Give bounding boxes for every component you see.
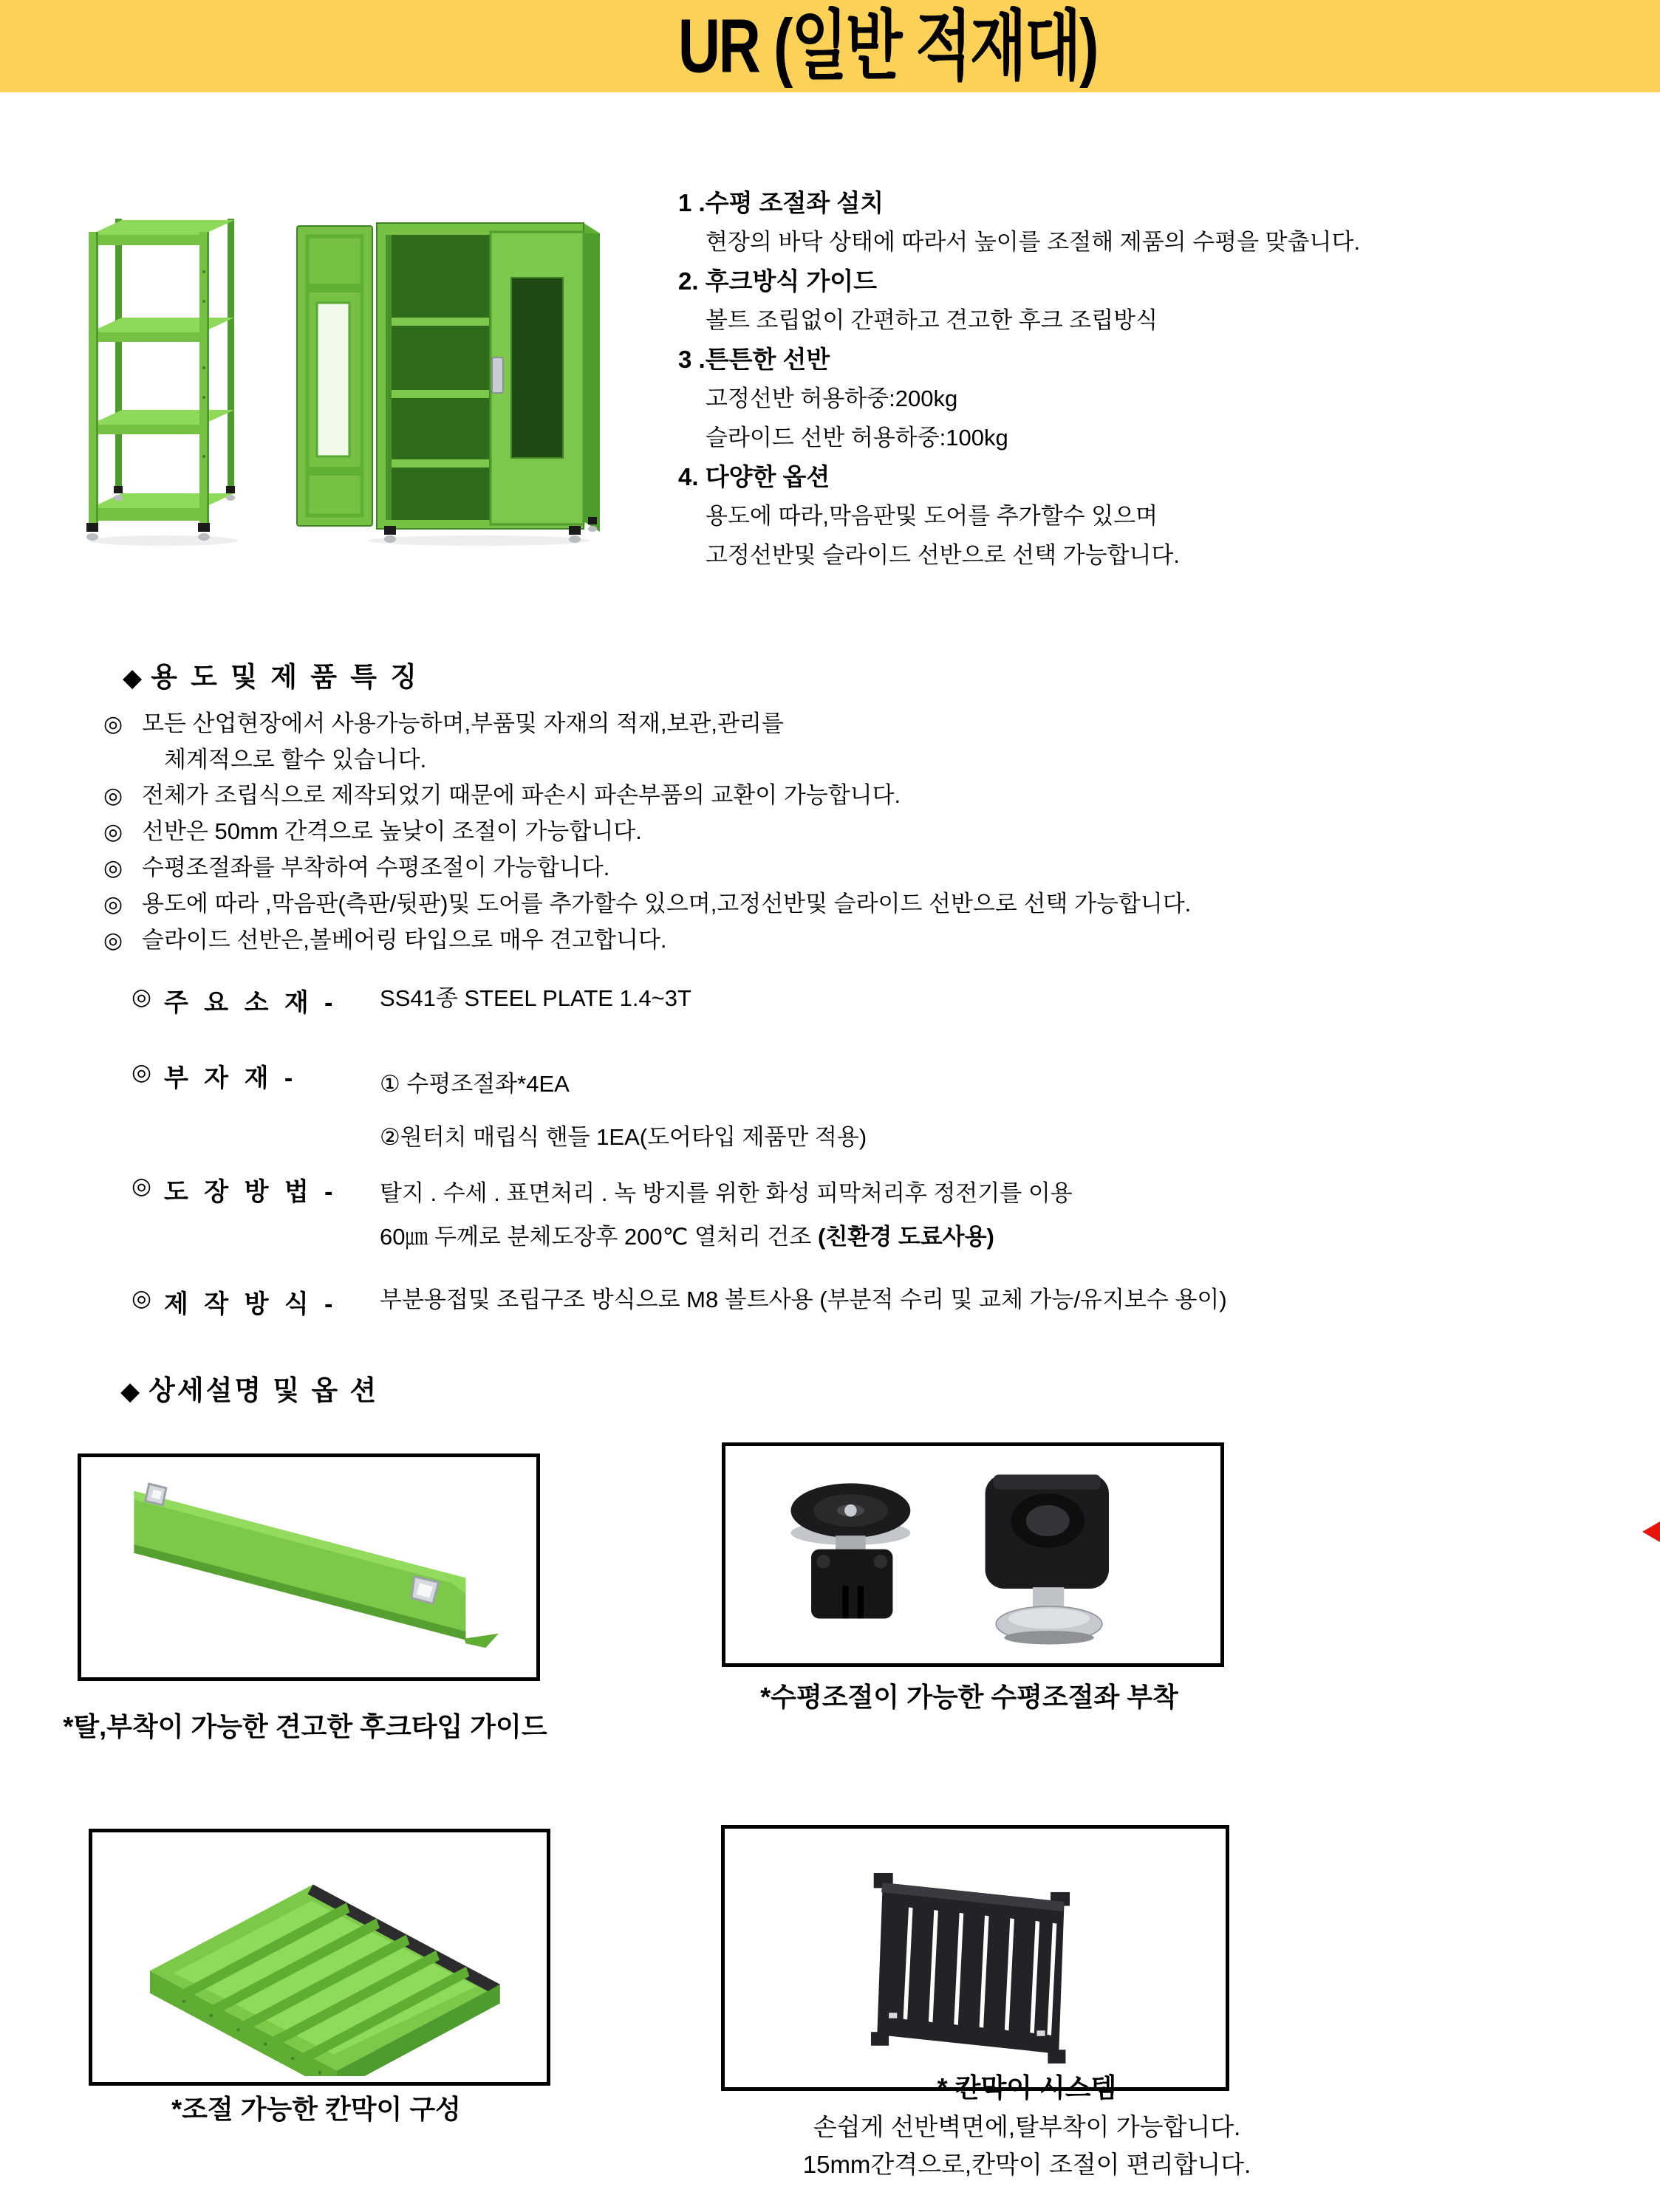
intro-item-4-heading: 4. 다양한 옵션 <box>678 463 830 490</box>
bullet-icon: ◎ <box>131 1059 152 1085</box>
diamond-icon: ◆ <box>120 1377 149 1405</box>
spec-label: 제 작 방 식 - <box>164 1290 338 1318</box>
divider-tray-image <box>102 1838 538 2076</box>
spec-value: ②원터치 매립식 핸들 1EA(도어타입 제품만 적용) <box>380 1124 867 1150</box>
detail-card-hook-guide <box>78 1453 540 1681</box>
detail-card-partition <box>721 1825 1229 2091</box>
feature-item: ◎ 선반은 50mm 간격으로 높낮이 조절이 가능합니다. <box>103 814 1581 850</box>
bullet-icon: ◎ <box>103 856 123 880</box>
bullet-icon: ◎ <box>103 892 123 917</box>
intro-item-4-text: 용도에 따라,막음판및 도어를 추가할수 있으며 <box>706 503 1158 529</box>
page-title: UR (일반 적재대) <box>677 2 1098 89</box>
caption-partition-line: 15mm간격으로,칸막이 조절이 편리합니다. <box>802 2151 1251 2178</box>
bullet-icon: ◎ <box>103 784 123 808</box>
feature-item-cont: 체계적으로 할수 있습니다. <box>164 747 427 773</box>
features-section <box>103 654 1581 959</box>
detail-card-divider-tray <box>89 1829 550 2086</box>
intro-item-2-heading: 2. 후크방식 가이드 <box>678 267 878 295</box>
feature-item: ◎ 슬라이드 선반은,볼베어링 타입으로 매우 견고합니다. <box>103 922 1581 959</box>
bullet-icon: ◎ <box>103 712 123 736</box>
hook-guide-image <box>91 1464 527 1671</box>
partition-panel-image <box>735 1835 1215 2081</box>
spec-value: 부분용접및 조립구조 방식으로 M8 볼트사용 (부분적 수리 및 교체 가능/유지보수 용이) <box>380 1287 1227 1312</box>
title-banner <box>0 0 1660 92</box>
bullet-icon: ◎ <box>103 820 123 844</box>
spec-accessories <box>131 1058 867 1164</box>
caption-leveling-foot: *수평조절이 가능한 수평조절좌 부착 <box>760 1682 1178 1712</box>
diamond-icon: ◆ <box>123 664 151 692</box>
intro-item-3-text2: 슬라이드 선반 허용하중:100kg <box>706 425 1008 451</box>
bullet-icon: ◎ <box>103 928 123 953</box>
spec-value: 탈지 . 수세 . 표면처리 . 녹 방지를 위한 화성 피막처리후 정전기를 이용 <box>380 1180 1073 1206</box>
spec-label: 부 자 재 - <box>164 1064 298 1092</box>
caption-partition-line: 손쉽게 선반벽면에,탈부착이 가능합니다. <box>813 2113 1241 2140</box>
spec-value: 60㎛ 두께로 분체도장후 200℃ 열처리 건조 (친환경 도료사용) <box>380 1224 994 1250</box>
bullet-icon: ◎ <box>131 1285 152 1311</box>
caption-partition-title: * 칸막이 시스템 <box>937 2072 1117 2103</box>
intro-item-2-text: 볼트 조립없이 간편하고 견고한 후크 조립방식 <box>706 307 1158 333</box>
intro-item-3-heading: 3 .튼튼한 선반 <box>678 346 830 373</box>
feature-item: ◎ 수평조절좌를 부착하여 수평조절이 가능합니다. <box>103 850 1581 886</box>
intro-item-4-text2: 고정선반및 슬라이드 선반으로 선택 가능합니다. <box>706 542 1180 568</box>
intro-item-1-text: 현장의 바닥 상태에 따라서 높이를 조절해 제품의 수평을 맞춥니다. <box>706 229 1361 255</box>
rack-product-image <box>83 213 242 547</box>
feature-item: ◎ 전체가 조립식으로 제작되었기 때문에 파손시 파손부품의 교환이 가능합니다. <box>103 778 1581 814</box>
spec-value-bold: (친환경 도료사용) <box>818 1224 994 1250</box>
spec-fabrication <box>131 1284 1227 1320</box>
spec-material <box>131 982 691 1018</box>
intro-list <box>678 183 1557 575</box>
spec-label: 주 요 소 재 - <box>164 989 338 1017</box>
details-header: ◆상세설명 및 옵 션 <box>120 1375 379 1405</box>
intro-item-1-heading: 1 .수평 조절좌 설치 <box>678 189 884 216</box>
cabinet-product-image <box>294 213 604 547</box>
caption-divider-tray: *조절 가능한 칸막이 구성 <box>171 2094 461 2124</box>
bullet-icon: ◎ <box>131 1173 152 1199</box>
caption-partition-block <box>739 2068 1315 2183</box>
spec-label: 도 장 방 법 - <box>164 1178 338 1206</box>
caption-hook-guide: *탈,부착이 가능한 견고한 후크타입 가이드 <box>63 1711 547 1742</box>
leveling-foot-image <box>737 1453 1209 1657</box>
spec-value: ① 수평조절좌*4EA <box>380 1071 570 1097</box>
bullet-icon: ◎ <box>131 984 152 1010</box>
red-arrow-mark <box>1642 1521 1660 1542</box>
feature-item: ◎ 용도에 따라 ,막음판(측판/뒷판)및 도어를 추가할수 있으며,고정선반및 슬라이드 선반으로 선택 가능합니다. <box>103 886 1581 922</box>
feature-item: ◎ 모든 산업현장에서 사용가능하며,부품및 자재의 적재,보관,관리를 <box>103 706 1581 742</box>
intro-item-3-text: 고정선반 허용하중:200kg <box>706 386 958 411</box>
detail-card-leveling-foot <box>722 1442 1224 1667</box>
spec-painting <box>131 1171 1073 1259</box>
spec-value: SS41종 STEEL PLATE 1.4~3T <box>380 985 691 1011</box>
features-header: ◆용 도 및 제 품 특 징 <box>123 662 420 692</box>
